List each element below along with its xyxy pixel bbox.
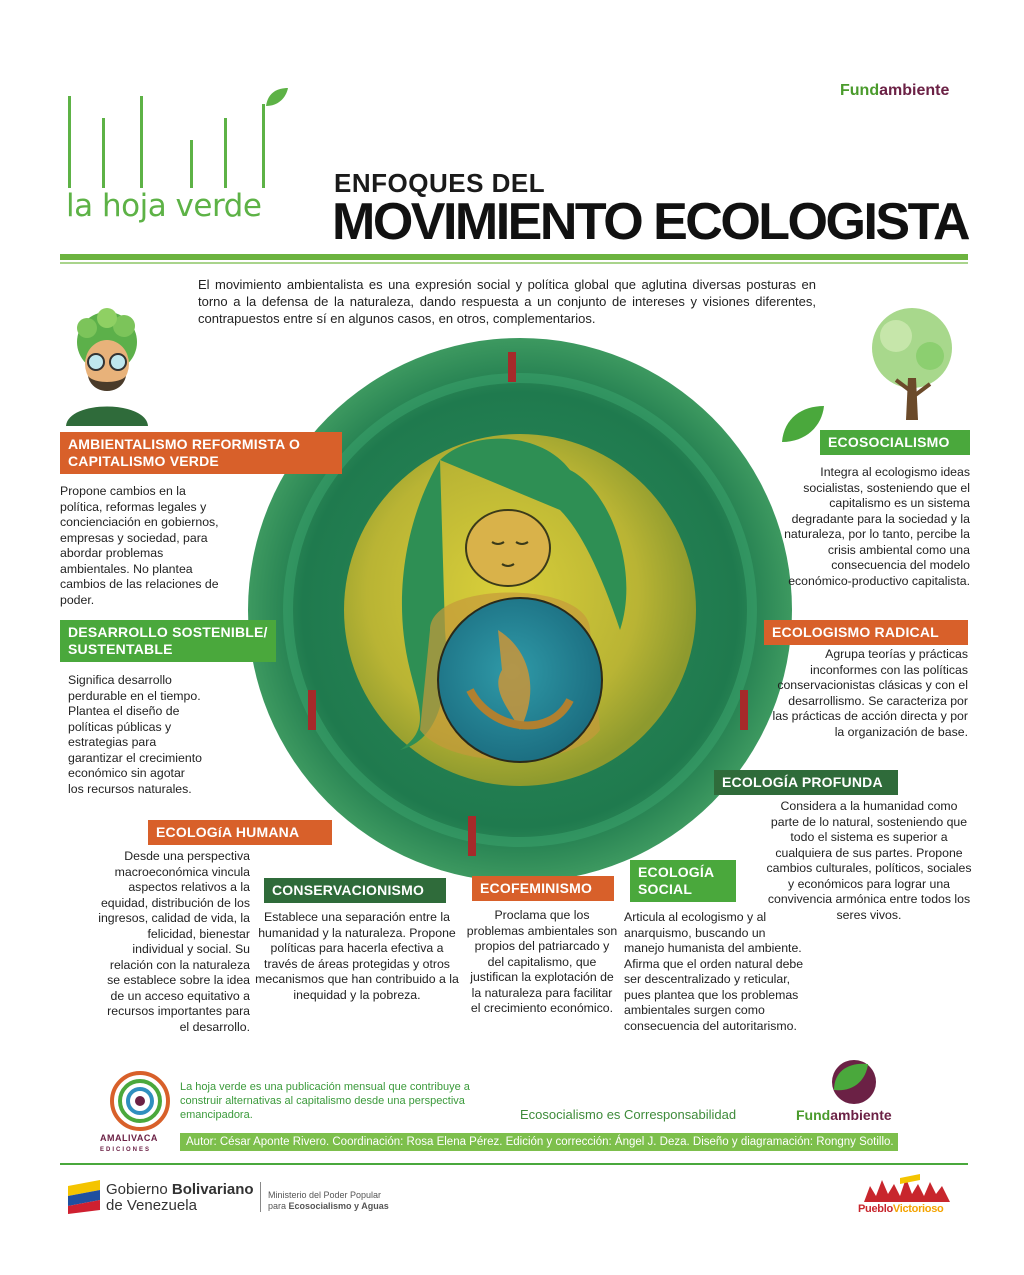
- divider: [60, 254, 968, 260]
- tree-icon: [860, 306, 966, 424]
- section-text-ecofeminismo: Proclama que los problemas ambientales son propios del patriarcado y del capitalismo, que justifican la explotación de la naturaleza para facilitar el crecimiento económico.: [466, 908, 618, 1015]
- section-header-sostenible: DESARROLLO SOSTENIBLE/ SUSTENTABLE: [60, 620, 276, 662]
- pueblo-victorioso-text: PuebloVictorioso: [858, 1203, 944, 1215]
- logo-stroke: [224, 118, 227, 188]
- credits-bar: Autor: César Aponte Rivero. Coordinación: Rosa Elena Pérez. Edición y corrección: Ángel J. Deza. Diseño y diagramación: Rongny Sotillo.: [180, 1133, 898, 1151]
- red-mark: [308, 690, 316, 730]
- pueblo-victorioso-icon: [860, 1172, 956, 1204]
- publication-note: La hoja verde es una publicación mensual que contribuye a construir alternativas al capitalismo desde una perspectiva emancipadora.: [180, 1081, 470, 1121]
- fundambiente-brand-top: Fundambiente: [840, 82, 950, 99]
- logo-stroke: [262, 104, 265, 188]
- red-mark: [468, 816, 476, 856]
- divider: [60, 262, 968, 264]
- logo-stroke: [190, 140, 193, 188]
- section-header-social: ECOLOGÍA SOCIAL: [630, 860, 736, 902]
- logo-text: la hoja verde: [66, 188, 262, 224]
- section-header-profunda: ECOLOGÍA PROFUNDA: [714, 770, 898, 795]
- divider: [260, 1182, 261, 1212]
- red-mark: [740, 690, 748, 730]
- section-header-ecofeminismo: ECOFEMINISMO: [472, 876, 614, 901]
- central-illustration: [240, 330, 800, 890]
- intro-paragraph: El movimiento ambientalista es una expresión social y política global que aglutina diversas posturas en torno a la defensa de la naturaleza, dando respuesta a un conjunto de intereses y visiones diferentes, contrapuestos entre sí en algunos casos, en otros, complementarios.: [198, 277, 816, 326]
- section-header-ecosocialismo: ECOSOCIALISMO: [820, 430, 970, 455]
- section-text-social: Articula al ecologismo y al anarquismo, buscando un manejo humanista del ambiente. Afirma que el orden natural debe ser descentralizado y reticular, pues plantea que los problemas ambientales surgen como consecuencia del autoritarismo.: [624, 910, 804, 1033]
- logo-stroke: [68, 96, 71, 188]
- logo-stroke: [140, 96, 143, 188]
- fundambiente-logo-icon: [826, 1056, 880, 1106]
- section-text-humana: Desde una perspectiva macroeconómica vincula aspectos relativos a la equidad, distribución de los ingresos, calidad de vida, la felicidad, bienestar individual y social. Su relación con la naturaleza se establece sobre la idea de un acceso equitativo a recursos importantes para el desarrollo.: [98, 849, 250, 1034]
- section-header-radical: ECOLOGISMO RADICAL: [764, 620, 968, 645]
- fundambiente-brand-footer: Fundambiente: [796, 1107, 892, 1123]
- logo-stroke: [102, 118, 105, 188]
- person-icon: [62, 308, 152, 426]
- title-small: ENFOQUES DEL: [334, 168, 546, 198]
- face: [466, 510, 550, 586]
- slogan: Ecosocialismo es Corresponsabilidad: [520, 1107, 737, 1122]
- venezuela-flag-icon: [66, 1178, 102, 1214]
- divider: [60, 1163, 968, 1165]
- section-text-conservacionismo: Establece una separación entre la humanidad y la naturaleza. Propone políticas para hacerla efectiva a través de áreas protegidas y otros mecanismos que han contribuido a la inequidad y la pobreza.: [255, 910, 459, 1002]
- section-header-reformista: AMBIENTALISMO REFORMISTA O CAPITALISMO VERDE: [60, 432, 342, 474]
- publisher-name: AMALIVACA EDICIONES: [100, 1133, 158, 1153]
- ministry-text: Ministerio del Poder Popular para Ecosocialismo y Aguas: [268, 1190, 389, 1211]
- section-text-ecosocialismo: Integra al ecologismo ideas socialistas, sosteniendo que el capitalismo es un sistema degradante para la sociedad y la naturaleza, por lo tanto, percibe la crisis ambiental como una consecuencia del modelo económico-productivo capitalista.: [784, 465, 970, 588]
- leaf-icon: [264, 86, 290, 108]
- amalivaca-logo-icon: [108, 1070, 172, 1132]
- section-text-profunda: Considera a la humanidad como parte de lo natural, sosteniendo que todo el sistema es superior a cualquiera de sus partes. Propone cambios culturales, políticos, sociales y económicos para lograr una convivencia armónica entre todos los seres vivos.: [766, 799, 972, 922]
- gobierno-logo-text: Gobierno Bolivariano de Venezuela: [106, 1181, 254, 1214]
- section-header-conservacionismo: CONSERVACIONISMO: [264, 878, 446, 903]
- page-title: MOVIMIENTO ECOLOGISTA: [332, 193, 969, 251]
- section-header-humana: ECOLOGíA HUMANA: [148, 820, 332, 845]
- section-text-radical: Agrupa teorías y prácticas inconformes con las políticas conservacionistas clásicas y con el desarrollismo. Se caracteriza por las prácticas de acción directa y por la organización de base.: [772, 647, 968, 739]
- section-text-sostenible: Significa desarrollo perdurable en el tiempo. Plantea el diseño de políticas públicas y estrategias para garantizar el crecimiento económico sin agotar los recursos naturales.: [68, 673, 202, 796]
- red-mark: [508, 352, 516, 382]
- section-text-reformista: Propone cambios en la política, reformas legales y concienciación en gobiernos, empresas y sociedad, para abordar problemas ambientales. No plantea cambios de las relaciones de poder.: [60, 484, 219, 607]
